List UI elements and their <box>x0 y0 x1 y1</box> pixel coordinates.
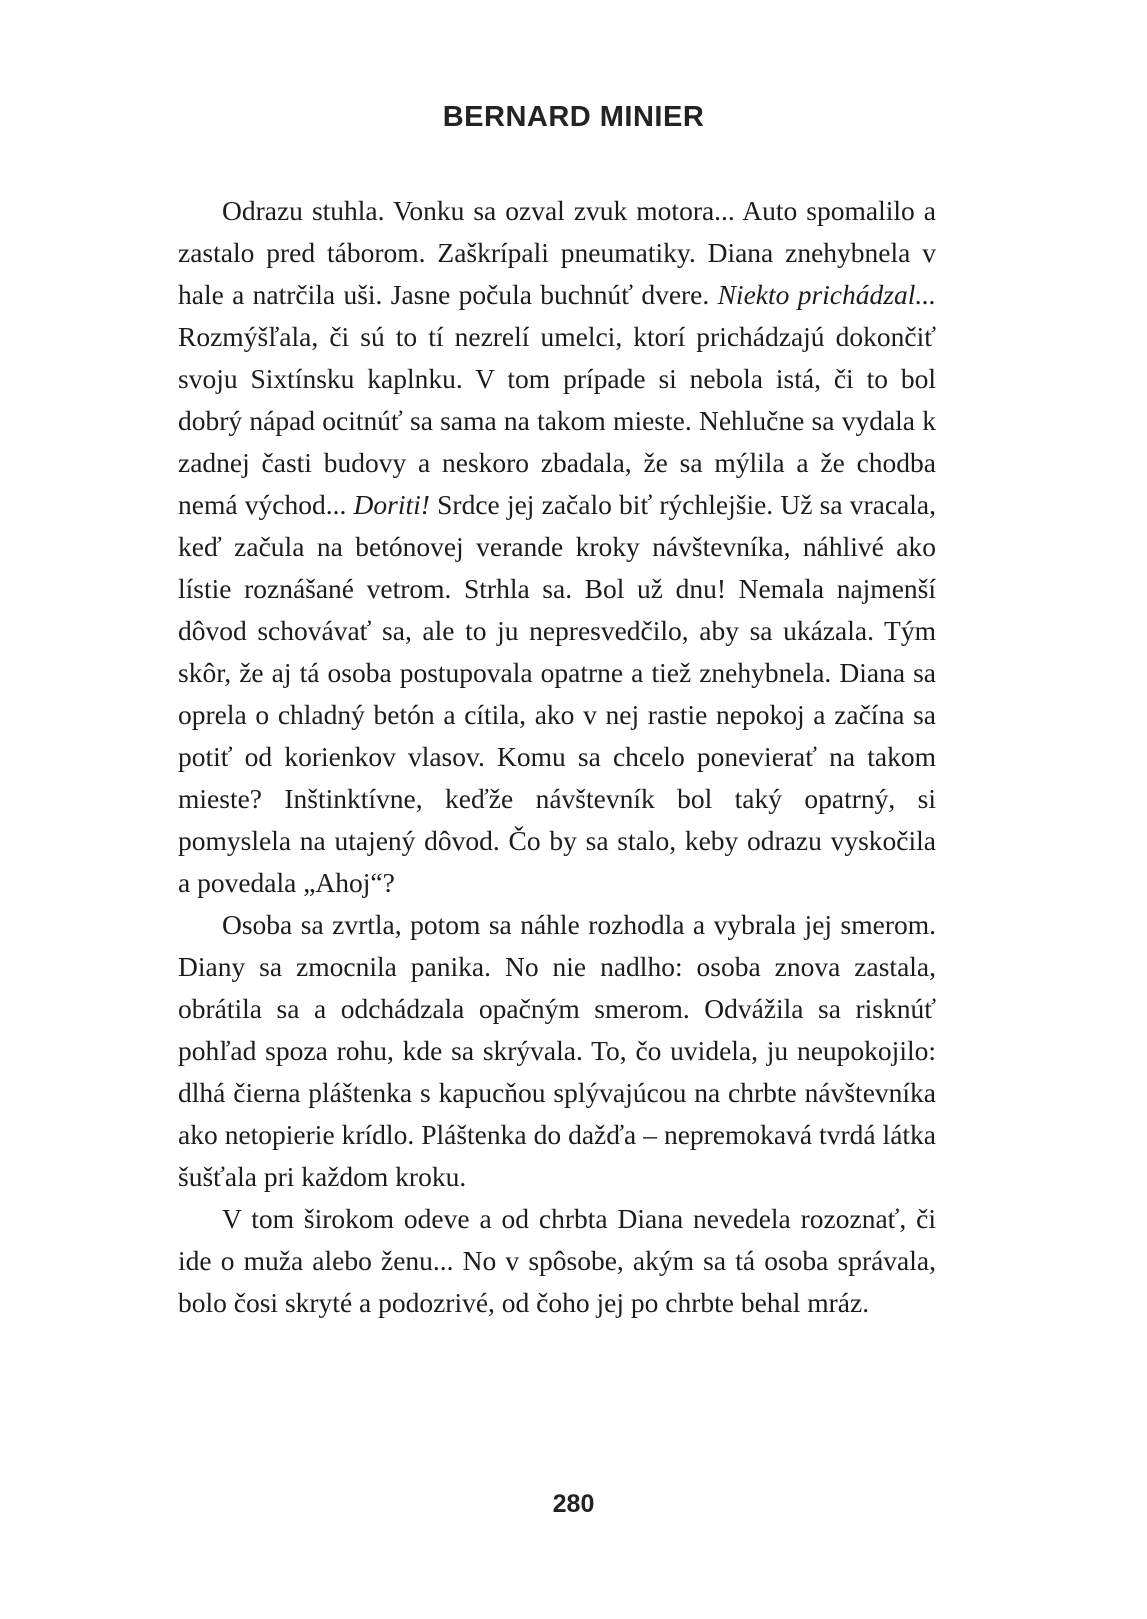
page-number: 280 <box>552 1490 595 1518</box>
text-run-italic: Doriti! <box>353 489 430 520</box>
paragraph <box>178 190 936 904</box>
page-body-text <box>178 190 936 1324</box>
running-header-author: BERNARD MINIER <box>442 101 705 133</box>
paragraph <box>178 904 936 1198</box>
text-run: Osoba sa zvrtla, potom sa náhle rozhodla a vybrala jej smerom. Diany sa zmocnila panika. No nie nadlho: osoba znova zastala, obrátila sa a odchádzala opačným smerom. Odvážila sa risknúť pohľad spoza rohu, kde sa skrývala. To, čo uvidela, ju neupokojilo: dlhá čierna pláštenka s kapucňou splývajúcou na chrbte návštevníka ako netopierie krídlo. Pláštenka do dažďa – nepremokavá tvrdá látka šušťala pri každom kroku. <box>178 909 936 1192</box>
text-run: V tom širokom odeve a od chrbta Diana nevedela rozoznať, či ide o muža alebo ženu... No v spôsobe, akým sa tá osoba správala, bolo čosi skryté a podozrivé, od čoho jej po chrbte behal mráz. <box>178 1203 936 1318</box>
text-run: Rozmýšľala, či sú to tí nezrelí umelci, ktorí prichádzajú dokončiť svoju Sixtínsku kaplnku. V tom prípade si nebola istá, či to bol dobrý nápad ocitnúť sa sama na takom mieste. Nehlučne sa vydala k zadnej časti budovy a neskoro zbadala, že sa mýlila a že chodba nemá východ... <box>178 321 936 520</box>
text-run-italic: Niekto prichádzal... <box>717 279 936 310</box>
text-run: Srdce jej začalo biť rýchlejšie. Už sa vracala, keď začula na betónovej verande kroky návštevníka, náhlivé ako lístie roznášané vetrom. Strhla sa. Bol už dnu! Nemala najmenší dôvod schovávať sa, ale to ju nepresvedčilo, aby sa ukázala. Tým skôr, že aj tá osoba postupovala opatrne a tiež znehybnela. Diana sa oprela o chladný betón a cítila, ako v nej rastie nepokoj a začína sa potiť od korienkov vlasov. Komu sa chcelo ponevierať na takom mieste? Inštinktívne, keďže návštevník bol taký opatrný, si pomyslela na utajený dôvod. Čo by sa stalo, keby odrazu vyskočila a povedala „Ahoj“? <box>178 489 936 898</box>
paragraph <box>178 1198 936 1324</box>
text-run: Odrazu stuhla. Vonku sa ozval zvuk motora... Auto spomalilo a zastalo pred táborom. Zaškrípali pneumatiky. Diana znehybnela v hale a natrčila uši. Jasne počula buchnúť dvere. <box>178 195 936 310</box>
